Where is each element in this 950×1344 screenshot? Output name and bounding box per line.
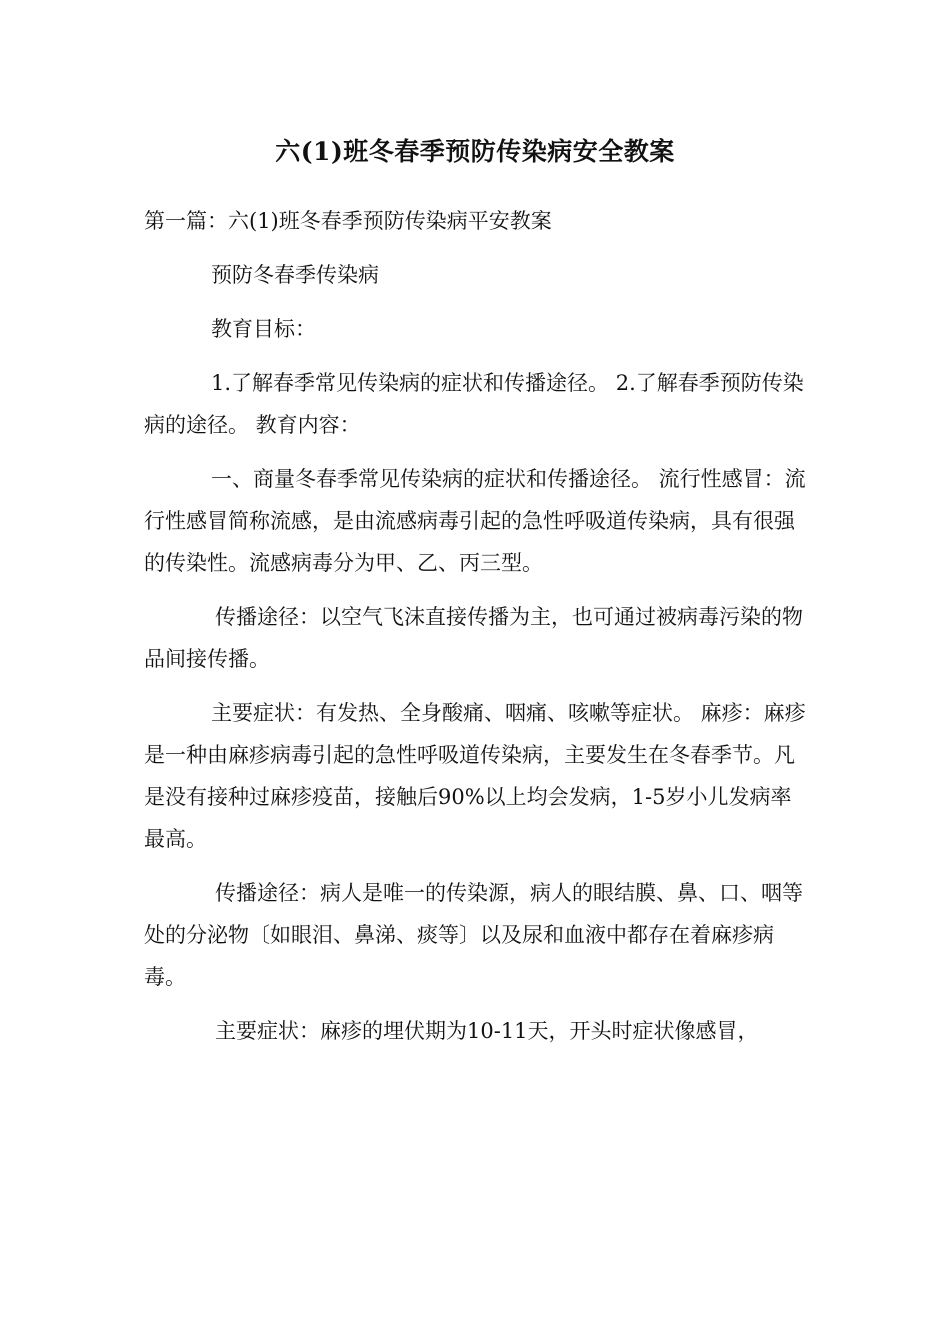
paragraph: 传播途径：病人是唯一的传染源，病人的眼结膜、鼻、口、咽等处的分泌物〔如眼泪、鼻涕、痰等〕以及尿和血液中都存在着麻疹病毒。: [144, 881, 803, 989]
section-heading: 第一篇：六(1)班冬春季预防传染病平安教案: [144, 209, 552, 233]
paragraph: 主要症状：有发热、全身酸痛、咽痛、咳嗽等症状。 麻疹：麻疹是一种由麻疹病毒引起的急性呼吸道传染病，主要发生在冬春季节。凡是没有接种过麻疹疫苗，接触后90%以上均会发病，1-5岁小儿发病率最高。: [144, 701, 806, 851]
paragraph: 1.了解春季常见传染病的症状和传播途径。 2.了解春季预防传染病的途径。 教育内容：: [144, 371, 804, 437]
paragraph: 主要症状：麻疹的埋伏期为10-11天，开头时症状像感冒，: [215, 1019, 759, 1043]
paragraph: 教育目标：: [211, 317, 316, 341]
page-title: 六(1)班冬春季预防传染病安全教案: [275, 137, 675, 166]
paragraph: 一、商量冬春季常见传染病的症状和传播途径。 流行性感冒：流行性感冒简称流感，是由流感病毒引起的急性呼吸道传染病，具有很强的传染性。流感病毒分为甲、乙、丙三型。: [144, 467, 806, 575]
document-body: [144, 200, 810, 1064]
paragraph: 传播途径：以空气飞沫直接传播为主，也可通过被病毒污染的物品间接传播。: [144, 605, 803, 671]
paragraph: 预防冬春季传染病: [211, 263, 379, 287]
